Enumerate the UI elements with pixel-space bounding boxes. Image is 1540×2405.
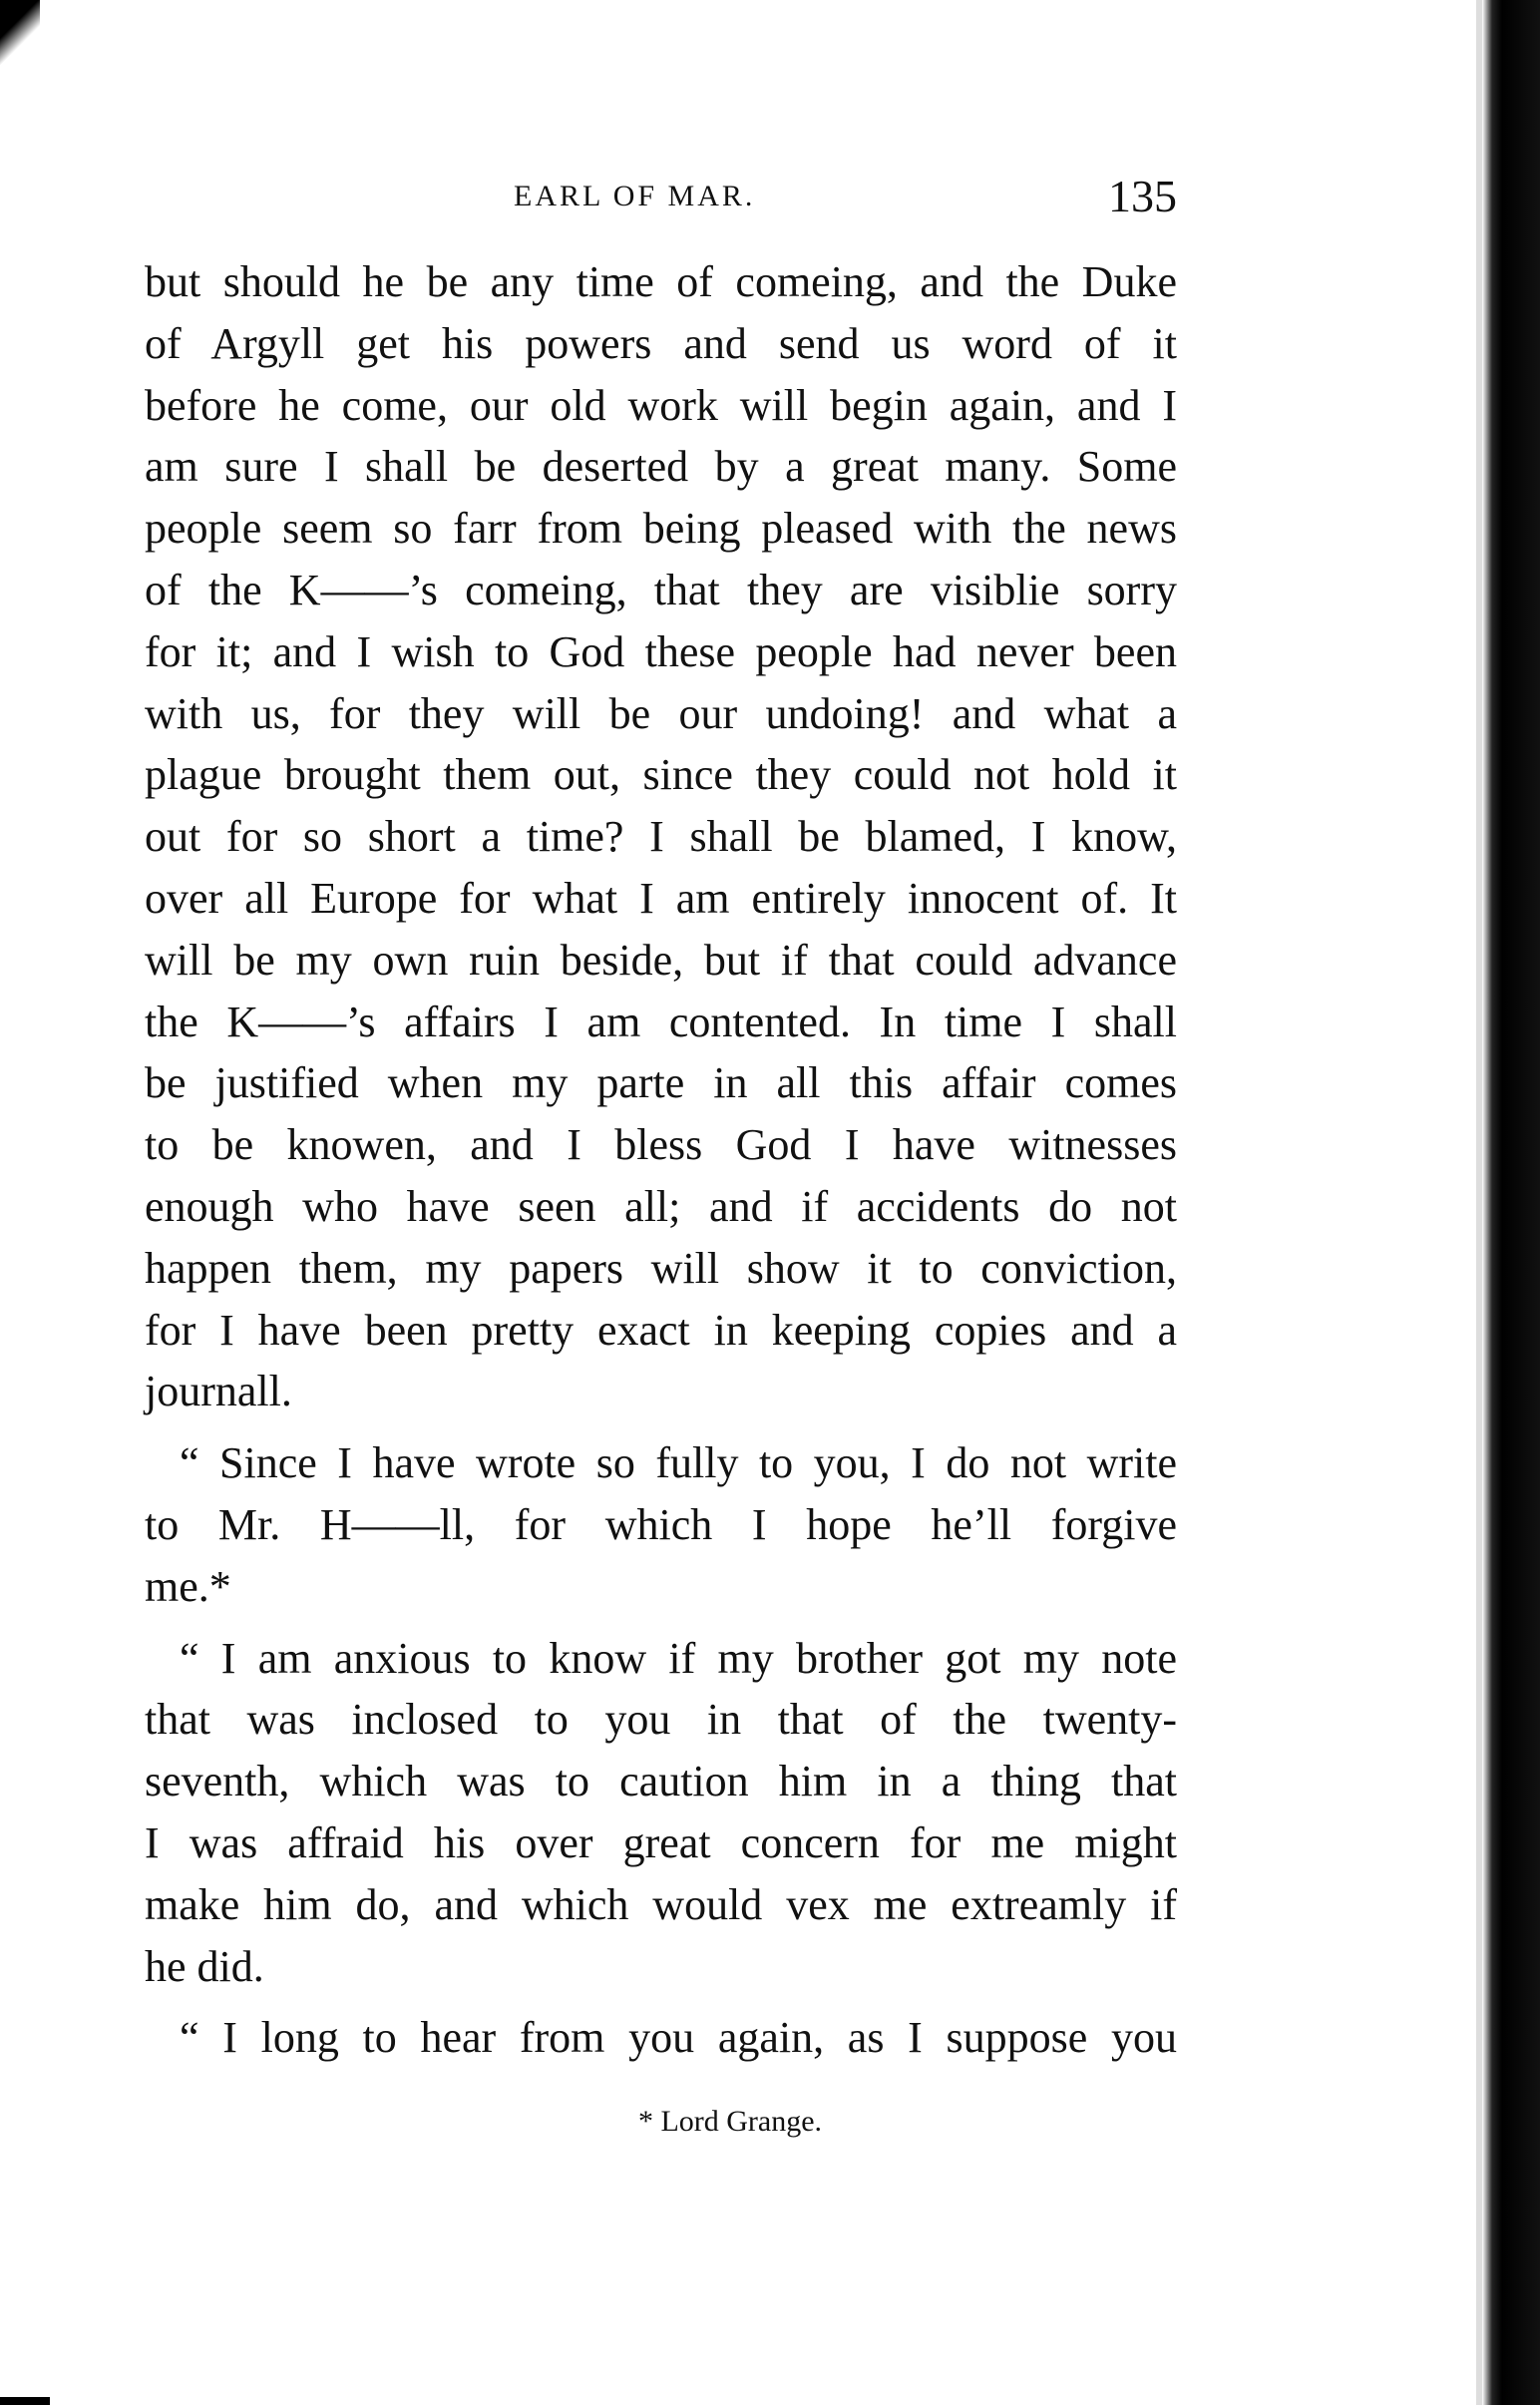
text-line: that was inclosed to you in that of the twenty- bbox=[145, 1695, 1177, 1745]
text-line: will be my own ruin beside, but if that could advance bbox=[145, 935, 1177, 985]
footnote: * Lord Grange. bbox=[637, 2105, 823, 2138]
text-line: “ Since I have wrote so fully to you, I do not write bbox=[180, 1438, 1177, 1488]
text-line: the K——’s affairs I am contented. In time I shall bbox=[145, 997, 1177, 1046]
text-line: am sure I shall be deserted by a great many. Some bbox=[145, 442, 1177, 492]
text-line: enough who have seen all; and if accidents do not bbox=[145, 1182, 1177, 1231]
scan-bottom-mark bbox=[0, 2397, 50, 2405]
text-line: seventh, which was to caution him in a thing that bbox=[145, 1757, 1177, 1806]
text-line: to Mr. H——ll, for which I hope he’ll forgive bbox=[145, 1500, 1177, 1549]
text-line: he did. bbox=[145, 1941, 264, 1991]
text-line: out for so short a time? I shall be blamed, I know, bbox=[145, 812, 1177, 862]
text-line: of Argyll get his powers and send us word of it bbox=[145, 318, 1177, 368]
text-line: of the K——’s comeing, that they are visiblie sorry bbox=[145, 566, 1177, 614]
text-line: with us, for they will be our undoing! and what a bbox=[145, 688, 1177, 738]
text-line: make him do, and which would vex me extreamly if bbox=[145, 1879, 1177, 1929]
text-line: but should he be any time of comeing, and the Duke bbox=[145, 257, 1177, 306]
text-line: me.* bbox=[145, 1561, 231, 1611]
text-line: I was affraid his over great concern for me might bbox=[145, 1818, 1177, 1867]
text-line: to be knowen, and I bless God I have witnesses bbox=[145, 1120, 1177, 1170]
page-number: 135 bbox=[1108, 171, 1177, 221]
text-line: journall. bbox=[145, 1367, 292, 1416]
text-line: before he come, our old work will begin again, and I bbox=[145, 380, 1177, 430]
text-line: “ I am anxious to know if my brother got my note bbox=[180, 1633, 1177, 1683]
text-line: plague brought them out, since they could not hold it bbox=[145, 750, 1177, 800]
text-line: for it; and I wish to God these people had never been bbox=[145, 626, 1177, 676]
text-line: “ I long to hear from you again, as I suppose you bbox=[180, 2013, 1177, 2063]
text-line: be justified when my parte in all this affair comes bbox=[145, 1058, 1177, 1108]
text-line: happen them, my papers will show it to conviction, bbox=[145, 1243, 1177, 1293]
running-head: EARL OF MAR. bbox=[514, 180, 756, 212]
text-line: over all Europe for what I am entirely innocent of. It bbox=[145, 874, 1177, 923]
text-line: for I have been pretty exact in keeping copies and a bbox=[145, 1305, 1177, 1355]
scan-page-edge bbox=[1482, 0, 1540, 2405]
text-line: people seem so farr from being pleased with the news bbox=[145, 504, 1177, 554]
scan-corner-mark bbox=[0, 0, 40, 70]
